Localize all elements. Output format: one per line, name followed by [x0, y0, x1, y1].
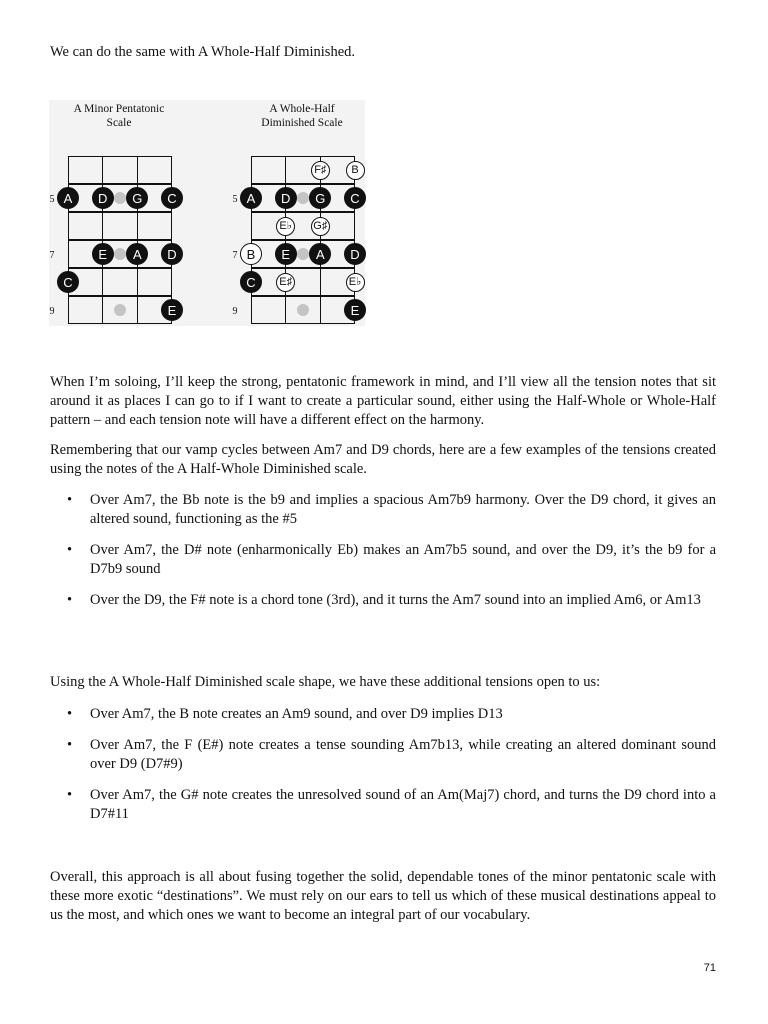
fret-position-marker [297, 192, 309, 204]
scale-note: C [161, 187, 183, 209]
fret-position-marker [297, 304, 309, 316]
scale-note: E [344, 299, 366, 321]
paragraph-overall: Overall, this approach is all about fusing together the solid, dependable tones of the minor pentatonic scale with these more exotic “destinations”. We must rely on our ears to tell us which of these musical destinations appeal to us the most, and which ones we want to become an integral part of our vocabulary. [50, 869, 716, 923]
diagram-title-line: A Minor Pentatonic [73, 103, 165, 115]
paragraph-vamp: Remembering that our vamp cycles between Am7 and D9 chords, here are a few examples of the tensions created using the notes of the A Half-Whole Diminished scale. [50, 442, 716, 477]
list-item: • Over Am7, the B note creates an Am9 sound, and over D9 implies D13 [50, 705, 716, 724]
paragraph-whole-half: Using the A Whole-Half Diminished scale shape, we have these additional tensions open to us: [50, 674, 601, 690]
fretboard-minor-pentatonic [63, 156, 177, 324]
fret-line [68, 295, 172, 297]
fret-line [68, 211, 172, 213]
list-item: • Over Am7, the Bb note is the b9 and implies a spacious Am7b9 harmony. Over the D9 chord, it gives an altered sound, functioning as the #5 [50, 491, 716, 529]
scale-note: C [240, 271, 262, 293]
scale-note: E♭ [346, 273, 365, 292]
intro-sentence: We can do the same with A Whole-Half Diminished. [50, 44, 356, 60]
scale-note: E♯ [276, 273, 295, 292]
fret-line [68, 267, 172, 269]
scale-note: F♯ [311, 161, 330, 180]
fret-position-marker [114, 248, 126, 260]
scale-note: E [275, 243, 297, 265]
scale-note: D [275, 187, 297, 209]
scale-note: A [240, 187, 262, 209]
fret-line [68, 183, 172, 185]
fret-line [251, 239, 355, 241]
list-item: • Over Am7, the D# note (enharmonically Eb) makes an Am7b5 sound, and over the D9, it’s the b9 for a D7b9 sound [50, 541, 716, 579]
scale-note: B [346, 161, 365, 180]
fret-label-5: 5 [49, 194, 55, 205]
fret-line [251, 211, 355, 213]
fret-line [251, 295, 355, 297]
fret-position-marker [297, 248, 309, 260]
page-number: 71 [703, 962, 716, 974]
tension-list-half-whole [50, 491, 716, 622]
scale-note: E [161, 299, 183, 321]
diagram-title-line: Scale [106, 117, 132, 129]
scale-note: G♯ [311, 217, 330, 236]
diagram-title-minor-pentatonic [49, 102, 189, 130]
fret-label-9: 9 [49, 306, 55, 317]
fret-label-7: 7 [49, 250, 55, 261]
fret-label-5: 5 [232, 194, 238, 205]
scale-note: C [57, 271, 79, 293]
paragraph-soloing: When I’m soloing, I’ll keep the strong, pentatonic framework in mind, and I’ll view all the tension notes that sit around it as places I can go to if I want to create a particular sound, either using the Half-Whole or Whole-Half pattern – and each tension note will have a different effect on the harmony. [50, 374, 716, 428]
list-item: • Over Am7, the G# note creates the unresolved sound of an Am(Maj7) chord, and turns the D9 chord into a D7#11 [50, 786, 716, 824]
diagram-title-line: A Whole-Half [269, 103, 335, 115]
scale-diagrams-figure [49, 100, 365, 326]
diagram-title-line: Diminished Scale [261, 117, 343, 129]
scale-note: A [309, 243, 331, 265]
scale-note: D [92, 187, 114, 209]
scale-note: D [161, 243, 183, 265]
list-item: • Over the D9, the F# note is a chord tone (3rd), and it turns the Am7 sound into an implied Am6, or Am13 [50, 591, 716, 610]
diagram-title-whole-half-diminished [232, 102, 372, 130]
scale-note: E [92, 243, 114, 265]
fretboard-whole-half-diminished [246, 156, 362, 324]
scale-note: C [344, 187, 366, 209]
fret-label-9: 9 [232, 306, 238, 317]
fret-position-marker [114, 192, 126, 204]
fret-position-marker [114, 304, 126, 316]
scale-note: B [240, 243, 262, 265]
fret-line [251, 183, 355, 185]
scale-note: A [57, 187, 79, 209]
fret-line [68, 239, 172, 241]
scale-note: D [344, 243, 366, 265]
scale-note: A [126, 243, 148, 265]
fret-line [251, 267, 355, 269]
fret-label-7: 7 [232, 250, 238, 261]
scale-note: G [309, 187, 331, 209]
tension-list-whole-half [50, 705, 716, 836]
scale-note: G [126, 187, 148, 209]
scale-note: E♭ [276, 217, 295, 236]
list-item: • Over Am7, the F (E#) note creates a tense sounding Am7b13, while creating an altered dominant sound over D9 (D7#9) [50, 736, 716, 774]
